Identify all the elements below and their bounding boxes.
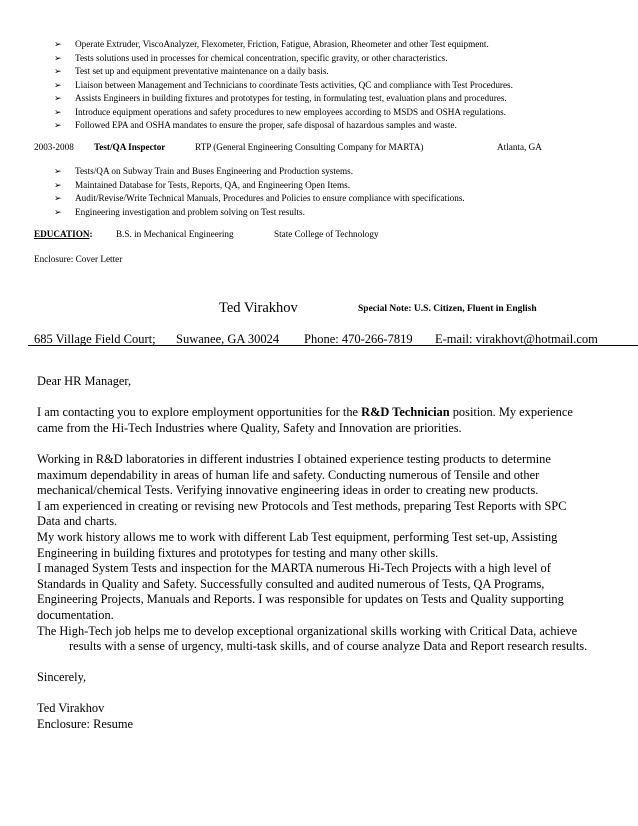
letter-body <box>37 374 627 733</box>
bullet-text: Maintained Database for Tests, Reports, QA, and Engineering Open Items. <box>75 179 350 190</box>
paragraph-experience <box>37 452 627 639</box>
salutation: Dear HR Manager, <box>37 374 132 388</box>
bullet-item <box>54 165 465 179</box>
arrow-bullet-icon: ➢ <box>54 52 62 63</box>
special-note: Special Note: U.S. Citizen, Fluent in English <box>358 304 537 314</box>
intro-line-2: came from the Hi-Tech Industries where Quality, Safety and Innovation are priorities. <box>37 420 462 435</box>
job-bullet-list <box>54 165 465 219</box>
job-dates: 2003-2008 <box>34 142 74 152</box>
experience-bullet-list <box>54 38 513 133</box>
arrow-bullet-icon: ➢ <box>54 193 62 203</box>
job-company: RTP (General Engineering Consulting Company for MARTA) <box>195 142 424 152</box>
arrow-bullet-icon: ➢ <box>54 79 62 90</box>
arrow-bullet-icon: ➢ <box>54 166 62 176</box>
education-colon: : <box>89 229 93 239</box>
contact-email: E-mail: virakhovt@hotmail.com <box>435 332 598 346</box>
bullet-item <box>54 106 513 120</box>
intro-experience: . My experience <box>492 405 573 420</box>
education-school: State College of Technology <box>274 229 379 239</box>
experience-line: The High-Tech job helps me to develop exceptional organizational skills working with Critical Data, achieve <box>37 623 578 638</box>
signature-name: Ted Virakhov <box>37 701 105 716</box>
bullet-item <box>54 65 513 79</box>
bullet-item <box>54 38 513 52</box>
education-label: EDUCATION <box>34 229 90 239</box>
experience-line: I am experienced in creating or revising new Protocols and Test methods, preparing Test Reports with SPC <box>37 498 567 513</box>
resume-enclosure: Enclosure: Cover Letter <box>34 254 123 264</box>
arrow-bullet-icon: ➢ <box>54 93 62 103</box>
arrow-bullet-icon: ➢ <box>54 179 62 190</box>
bullet-text: Liaison between Management and Technicians to coordinate Tests activities, QC and compliance with Test Procedures. <box>75 79 513 90</box>
experience-line: documentation. <box>37 607 114 622</box>
experience-line: I managed System Tests and inspection for the MARTA numerous Hi-Tech Projects with a high level of <box>37 561 551 576</box>
paragraph-intro <box>37 405 627 421</box>
position-title: R&D Technician <box>361 405 450 420</box>
bullet-item <box>54 206 465 220</box>
bullet-item <box>54 179 465 193</box>
contact-phone: Phone: 470-266-7819 <box>304 332 413 346</box>
bullet-text: Engineering investigation and problem solving on Test results. <box>75 206 305 217</box>
experience-line: Engineering Projects, Manuals and Reports. I was responsible for updates on Tests and Quality supporting <box>37 592 564 607</box>
bullet-text: Operate Extruder, ViscoAnalyzer, Flexometer, Friction, Fatigue, Abrasion, Rheometer and other Test equipment. <box>75 39 489 49</box>
bullet-text: Test set up and equipment preventative maintenance on a daily basis. <box>75 66 329 76</box>
arrow-bullet-icon: ➢ <box>54 120 62 130</box>
job-location: Atlanta, GA <box>497 142 542 152</box>
contact-address: 685 Village Field Court; <box>34 332 156 346</box>
header-divider <box>28 345 638 346</box>
experience-line: My work history allows me to work with different Lab Test equipment, performing Test set-up, Assisting <box>37 529 558 544</box>
intro-position-word: position <box>449 405 493 420</box>
arrow-bullet-icon: ➢ <box>54 66 62 76</box>
bullet-text: Tests solutions used in processes for chemical concentration, specific gravity, or other characteristics. <box>75 52 448 63</box>
experience-line: Working in R&D laboratories in different industries I obtained experience testing products to determine <box>37 451 551 466</box>
bullet-text: Introduce equipment operations and safety procedures to new employees according to MSDS and OSHA regulations. <box>75 106 506 117</box>
contact-city: Suwanee, GA 30024 <box>176 332 280 346</box>
letter-enclosure: Enclosure: Resume <box>37 717 134 732</box>
experience-line: mechanical/chemical Tests. Verifying innovative engineering ideas in order to creating new products. <box>37 483 539 498</box>
bullet-text: Followed EPA and OSHA mandates to ensure the proper, safe disposal of hazardous samples and waste. <box>75 120 457 130</box>
bullet-text: Audit/Revise/Write Technical Manuals, Procedures and Policies to ensure compliance with specifications. <box>75 193 465 203</box>
experience-line: Standards in Quality and Safety. Successfully consulted and audited numerous of Tests, QA Programs, <box>37 576 545 591</box>
bullet-text: Assists Engineers in building fixtures and prototypes for testing, in formulating test, evaluation plans and procedures. <box>75 93 507 103</box>
closing: Sincerely, <box>37 670 87 685</box>
experience-last-line: results with a sense of urgency, multi-task skills, and of course analyze Data and Report research results. <box>69 639 588 654</box>
intro-text: I am contacting you to explore employment opportunities for the <box>37 405 362 420</box>
bullet-item <box>54 92 513 106</box>
bullet-item <box>54 192 465 206</box>
experience-line: maximum dependability in areas of human life and safety. Conducting numerous of Tensile and other <box>37 467 540 482</box>
bullet-item <box>54 119 513 133</box>
education-degree: B.S. in Mechanical Engineering <box>116 229 234 239</box>
experience-line: Engineering in building fixtures and prototypes for testing and many other skills. <box>37 545 439 560</box>
bullet-text: Tests/QA on Subway Train and Buses Engineering and Production systems. <box>75 166 354 176</box>
arrow-bullet-icon: ➢ <box>54 106 62 117</box>
bullet-item <box>54 79 513 93</box>
bullet-item <box>54 52 513 66</box>
job-title: Test/QA Inspector <box>94 142 166 152</box>
arrow-bullet-icon: ➢ <box>54 206 62 217</box>
experience-line: Data and charts. <box>37 514 118 529</box>
arrow-bullet-icon: ➢ <box>54 39 62 49</box>
applicant-name: Ted Virakhov <box>219 300 298 316</box>
